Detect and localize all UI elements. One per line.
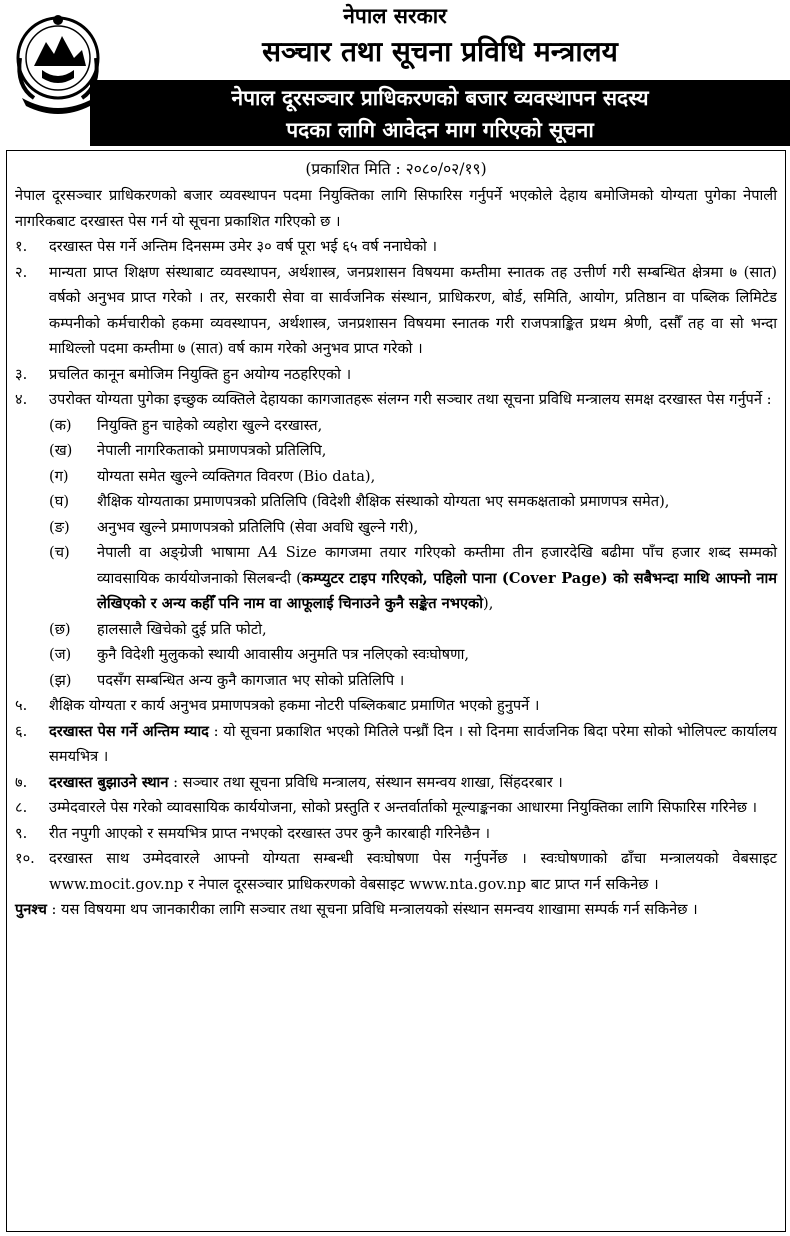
postscript (15, 897, 777, 923)
government-name: नेपाल सरकार (343, 4, 447, 28)
item-text: शैक्षिक योग्यता र कार्य अनुभव प्रमाणपत्रको हकमा नोटरी पब्लिकबाट प्रमाणित भएको हुनुपर्ने । (49, 697, 540, 714)
sub-item-number: (ङ) (49, 518, 70, 536)
list-item (15, 362, 777, 388)
sub-item-text: योग्यता समेत खुल्ने व्यक्तिगत विवरण (Bio data), (97, 467, 376, 485)
notice-title-line2: पदका लागि आवेदन माग गरिएको सूचना (286, 118, 594, 142)
sub-item-text-bold: कम्प्युटर टाइप गरिएको, पहिलो पाना (Cover Page) को सबैभन्दा माथि आफ्नो नाम लेखिएको र अन्य कहीँ पनि नाम वा आफूलाई चिनाउने कुनै सङ्केत नभएको (97, 569, 777, 612)
postscript-text: : यस विषयमा थप जानकारीका लागि सञ्चार तथा सूचना प्रविधि मन्त्रालयको संस्थान समन्वय शाखामा सम्पर्क गर्न सकिनेछ । (46, 901, 698, 918)
sub-list-item (49, 617, 777, 643)
postscript-label: पुनश्च (15, 901, 47, 918)
notice-title-banner (90, 80, 790, 146)
sub-item-text-end: ), (483, 595, 494, 612)
list-item (15, 846, 777, 897)
item-text: रीत नपुगी आएको र समयभित्र प्राप्त नभएको दरखास्त उपर कुनै कारबाही गरिनेछैन । (49, 824, 491, 842)
item-rest-text: : सञ्चार तथा सूचना प्रविधि मन्त्रालय, संस्थान समन्वय शाखा, सिंहदरबार । (168, 773, 563, 791)
item-text (49, 719, 777, 770)
list-item (15, 719, 777, 770)
sub-item-text: कुनै विदेशी मुलुकको स्थायी आवासीय अनुमति पत्र नलिएको स्वःघोषणा, (97, 646, 470, 663)
list-item (15, 795, 777, 821)
sub-list-item (49, 438, 777, 464)
item-number: २. (15, 263, 28, 281)
notice-body (6, 150, 786, 1232)
sub-item-text-plain: नेपाली वा अङ्ग्रेजी भाषामा A4 Size कागजमा तयार गरिएको कम्तीमा तीन हजारदेखि बढीमा पाँच हजार शब्द सम्मको व्यावसायिक कार्ययोजनाको सिलबन्दी ( (97, 544, 777, 587)
sub-item-text: नियुक्ति हुन चाहेको व्यहोरा खुल्ने दरखास्त, (97, 416, 323, 434)
item-text: प्रचलित कानून बमोजिम नियुक्ति हुन अयोग्य नठहरिएको । (49, 365, 352, 383)
item-number: ७. (15, 773, 28, 791)
sub-item-number: (छ) (49, 620, 71, 638)
item-text: उम्मेदवारले पेस गरेको व्यावसायिक कार्ययोजना, सोको प्रस्तुति र अन्तर्वार्ताको मूल्याङ्कनका आधारमा नियुक्तिका लागि सिफारिस गरिनेछ । (49, 799, 758, 816)
sub-item-text: पदसँग सम्बन्धित अन्य कुनै कागजात भए सोको प्रतिलिपि । (97, 671, 405, 689)
list-item (15, 260, 777, 362)
sub-list-item (49, 668, 777, 694)
item-bold-label: दरखास्त पेस गर्ने अन्तिम म्याद (49, 722, 209, 740)
item-bold-label: दरखास्त बुझाउने स्थान (49, 773, 169, 791)
sub-item-text: नेपाली नागरिकताको प्रमाणपत्रको प्रतिलिपि, (97, 442, 327, 459)
item-number: ५. (15, 697, 28, 714)
sub-item-number: (ज) (49, 646, 72, 663)
sub-item-number: (च) (49, 544, 70, 561)
published-date: (प्रकाशित मिति : २०८०/०२/१९) (305, 160, 487, 178)
item-text: उपरोक्त योग्यता पुगेका इच्छुक व्यक्तिले देहायका कागजातहरू संलग्न गरी सञ्चार तथा सूचना प्रविधि मन्त्रालय समक्ष दरखास्त पेस गर्नुपर्ने : (49, 391, 772, 408)
item-number: ३. (15, 365, 28, 383)
sub-item-text: अनुभव खुल्ने प्रमाणपत्रको प्रतिलिपि (सेवा अवधि खुल्ने गरी), (97, 518, 419, 536)
item-number: १०. (15, 850, 35, 867)
item-number: ९. (15, 824, 28, 842)
sub-item-number: (घ) (49, 493, 70, 510)
sub-list-item (49, 642, 777, 668)
notice-header (0, 0, 790, 148)
sub-item-text (97, 540, 777, 617)
sub-item-number: (ख) (49, 442, 73, 459)
item-text: दरखास्त साथ उम्मेदवारले आफ्नो योग्यता सम्बन्धी स्वःघोषणा पेस गर्नुपर्नेछ । स्वःघोषणाको ढाँचा मन्त्रालयको वेबसाइट www.mocit.gov.np र नेपाल दूरसञ्चार प्राधिकरणको वेबसाइट www.nta.gov.np बाट प्राप्त गर्न सकिनेछ । (49, 850, 777, 893)
intro-paragraph: नेपाल दूरसञ्चार प्राधिकरणको बजार व्यवस्थापन पदमा नियुक्तिका लागि सिफारिस गर्नुपर्ने भएकोले देहाय बमोजिमको योग्यता पुगेका नेपाली नागरिकबाट दरखास्त पेस गर्न यो सूचना प्रकाशित गरिएको छ । (15, 187, 777, 230)
item-number: ४. (15, 391, 28, 408)
item-number: १. (15, 238, 28, 255)
item-text: मान्यता प्राप्त शिक्षण संस्थाबाट व्यवस्थापन, अर्थशास्त्र, जनप्रशासन विषयमा कम्तीमा स्नातक तह उत्तीर्ण गरी सम्बन्धित क्षेत्रमा ७ (सात) वर्षको अनुभव प्राप्त गरेको । तर, सरकारी सेवा वा सार्वजनिक संस्थान, प्राधिकरण, बोर्ड, समिति, आयोग, प्रतिष्ठान वा पब्लिक लिमिटेड कम्पनीको कर्मचारीको हकमा व्यवस्थापन, अर्थशास्त्र, जनप्रशासन विषयमा स्नातक गरी राजपत्राङ्कित प्रथम श्रेणी, दसौँ तह वा सो भन्दा माथिल्लो पदमा कम्तीमा ७ (सात) वर्ष काम गरेको अनुभव प्राप्त गरेको । (49, 263, 777, 357)
sub-item-number: (झ) (49, 671, 72, 689)
list-item (15, 234, 777, 260)
item-text: दरखास्त पेस गर्ने अन्तिम दिनसम्म उमेर ३० वर्ष पूरा भई ६५ वर्ष ननाघेको । (49, 238, 437, 255)
ministry-name: सञ्चार तथा सूचना प्रविधि मन्त्रालय (262, 35, 618, 68)
sub-list-item (49, 540, 777, 617)
sub-item-text: हालसालै खिचेको दुई प्रति फोटो, (97, 620, 267, 638)
list-item (15, 387, 777, 413)
sub-list-item (49, 515, 777, 541)
sub-item-number: (ग) (49, 467, 69, 485)
item-number: ८. (15, 799, 28, 816)
sub-list-item (49, 489, 777, 515)
item-text (49, 770, 777, 796)
sub-item-text: शैक्षिक योग्यताका प्रमाणपत्रको प्रतिलिपि (विदेशी शैक्षिक संस्थाको योग्यता भए समकक्षताको प्रमाणपत्र समेत), (97, 493, 670, 510)
list-item (15, 693, 777, 719)
sub-item-number: (क) (49, 416, 72, 434)
notice-title-line1: नेपाल दूरसञ्चार प्राधिकरणको बजार व्यवस्थापन सदस्य (231, 86, 649, 110)
list-item (15, 770, 777, 796)
sub-list-item (49, 413, 777, 439)
list-item (15, 821, 777, 847)
item-rest-text: : यो सूचना प्रकाशित भएको मितिले पन्ध्रौं दिन । सो दिनमा सार्वजनिक बिदा परेमा सोको भोलिपल्ट कार्यालय समयभित्र । (49, 722, 777, 765)
item-number: ६. (15, 722, 28, 740)
sub-list-item (49, 464, 777, 490)
